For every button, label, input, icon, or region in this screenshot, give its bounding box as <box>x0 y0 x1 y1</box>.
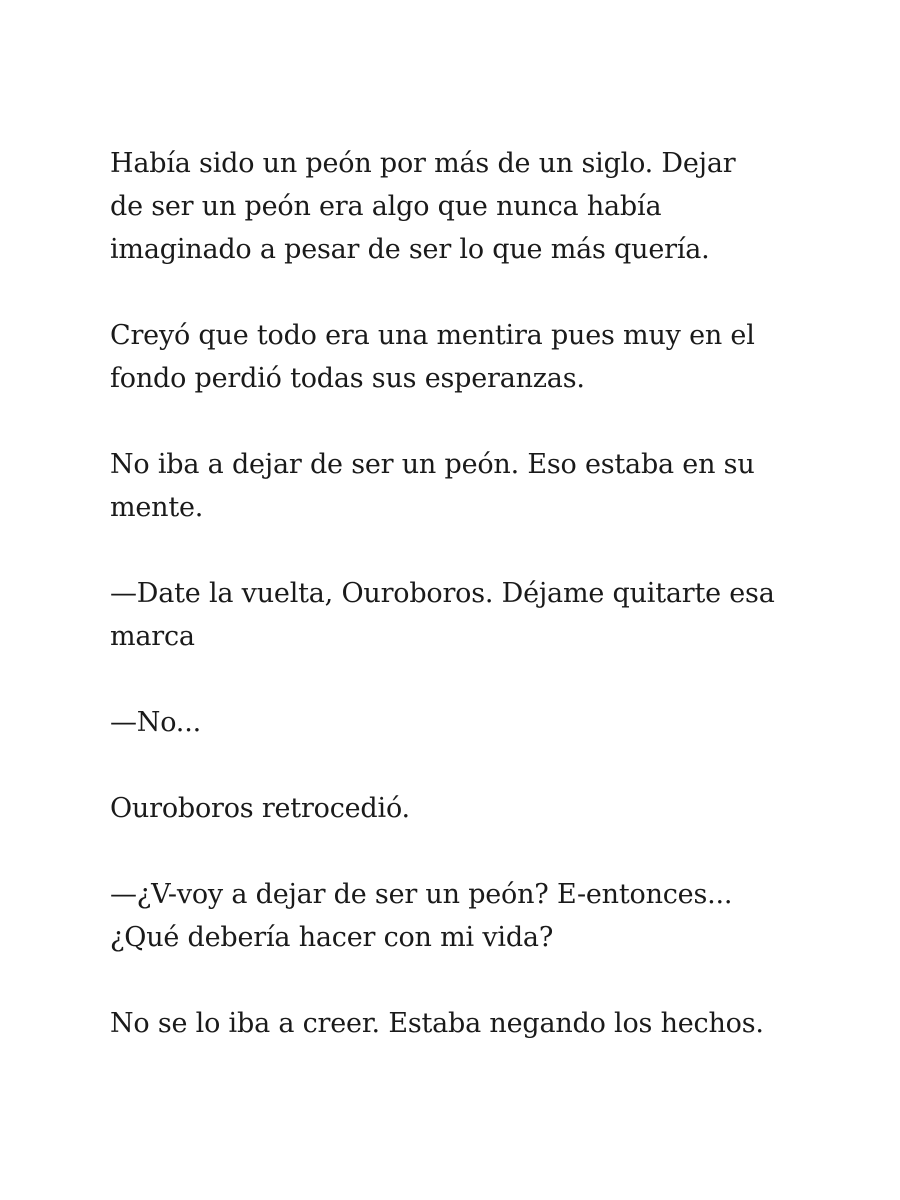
text-line: No iba a dejar de ser un peón. Eso estaba en su <box>110 449 755 480</box>
text-line: fondo perdió todas sus esperanzas. <box>110 363 585 394</box>
text-line: Había sido un peón por más de un siglo. Dejar <box>110 148 736 179</box>
page-text-body <box>110 142 810 1045</box>
paragraph-2 <box>110 314 810 400</box>
text-line: —Date la vuelta, Ouroboros. Déjame quitarte esa <box>110 578 775 609</box>
text-line: No se lo iba a creer. Estaba negando los hechos. <box>110 1008 764 1039</box>
text-line: Creyó que todo era una mentira pues muy en el <box>110 320 755 351</box>
text-line: imaginado a pesar de ser lo que más quería. <box>110 234 710 265</box>
paragraph-5 <box>110 701 810 744</box>
text-line: ¿Qué debería hacer con mi vida? <box>110 922 554 953</box>
text-line: de ser un peón era algo que nunca había <box>110 191 662 222</box>
text-line: Ouroboros retrocedió. <box>110 793 410 824</box>
text-line: mente. <box>110 492 204 523</box>
paragraph-1 <box>110 142 810 271</box>
paragraph-8 <box>110 1002 810 1045</box>
text-line: —No... <box>110 707 201 738</box>
paragraph-4 <box>110 572 810 658</box>
paragraph-3 <box>110 443 810 529</box>
text-line: marca <box>110 621 195 652</box>
text-line: —¿V-voy a dejar de ser un peón? E-entonces... <box>110 879 733 910</box>
paragraph-7 <box>110 873 810 959</box>
paragraph-6 <box>110 787 810 830</box>
